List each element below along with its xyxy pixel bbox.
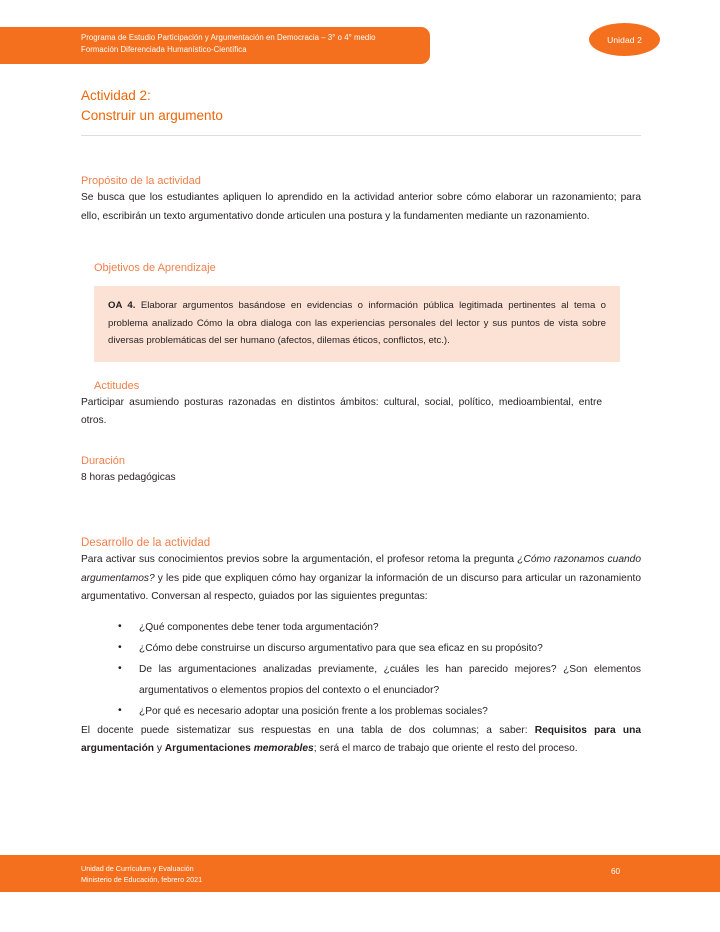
duration-text: 8 horas pedagógicas — [81, 471, 176, 483]
closing-bold-italic: memorables — [253, 743, 314, 755]
development-heading: Desarrollo de la actividad — [81, 537, 211, 550]
unit-badge-label: Unidad 2 — [607, 34, 642, 45]
objectives-box — [94, 286, 620, 362]
duration-heading: Duración — [81, 454, 126, 467]
closing-part-1: El docente puede sistematizar sus respuestas en una tabla de dos columnas; a saber: — [81, 724, 535, 736]
question-list — [81, 617, 641, 722]
development-intro — [81, 551, 641, 607]
program-title-line-2: Formación Diferenciada Humanístico-Científica — [81, 44, 247, 54]
attitudes-heading: Actitudes — [94, 379, 140, 392]
activity-label: Actividad 2: — [81, 88, 151, 103]
attitudes-text: Participar asumiendo posturas razonadas en distintos ámbitos: cultural, social, político, medioambiental, entre otros. — [81, 396, 602, 427]
document-body — [81, 0, 641, 759]
development-intro-part-2: y les pide que expliquen cómo hay organizar la información de un discurso para articular un razonamiento argumentativo. Conversan al respecto, guiados por las siguientes preguntas: — [81, 572, 641, 603]
footer-line-1: Unidad de Currículum y Evaluación — [81, 864, 194, 873]
closing-part-2: y — [154, 743, 165, 755]
purpose-heading: Propósito de la actividad — [81, 175, 201, 188]
page-number: 60 — [611, 867, 621, 876]
closing-bold-1: Requisitos para una argumentación — [81, 724, 641, 755]
footer-line-2: Ministerio de Educación, febrero 2021 — [81, 874, 203, 884]
list-item: • De las argumentaciones analizadas previamente, ¿cuáles les han parecido mejores? ¿Son elementos argumentativos o elementos propios del contexto o el enunciador? — [118, 659, 641, 701]
development-closing — [81, 722, 641, 759]
activity-name: Construir un argumento — [81, 108, 223, 123]
page-title — [81, 86, 641, 126]
list-item: • ¿Por qué es necesario adoptar una posición frente a los problemas sociales? — [118, 701, 641, 722]
objectives-heading: Objetivos de Aprendizaje — [94, 262, 216, 275]
objectives-description: Elaborar argumentos basándose en evidencias o información pública legitimada pertinentes al tema o problema analizado Cómo la obra dialoga con las experiencias personales del lector y sus puntos de vista sobre diversas problemáticas del ser humano (afectos, dilemas éticos, conflictos, etc.). — [108, 300, 607, 347]
list-item: • ¿Cómo debe construirse un discurso argumentativo para que sea eficaz en su propósito? — [118, 638, 641, 659]
development-intro-part-1: Para activar sus conocimientos previos sobre la argumentación, el profesor retoma la pregunta — [81, 554, 518, 566]
closing-bold-2: Argumentaciones — [164, 743, 254, 755]
page-footer — [0, 855, 720, 892]
title-divider — [81, 135, 641, 136]
purpose-text: Se busca que los estudiantes apliquen lo aprendido en la actividad anterior sobre cómo elaborar un razonamiento; para ello, escribirán un texto argumentativo donde articulen una postura y la fundamenten mediante un razonamiento. — [81, 192, 641, 222]
closing-part-3: ; será el marco de trabajo que oriente el resto del proceso. — [313, 743, 578, 755]
objectives-code: OA 4. — [108, 300, 136, 312]
list-item: • ¿Qué componentes debe tener toda argumentación? — [118, 617, 641, 638]
footer-org — [81, 864, 202, 885]
program-title-line-1: Programa de Estudio Participación y Argumentación en Democracia – 3° o 4° medio — [81, 33, 376, 42]
objectives-text — [108, 297, 606, 350]
development-intro-emphasis: ¿Cómo razonamos cuando argumentamos? — [81, 554, 641, 584]
